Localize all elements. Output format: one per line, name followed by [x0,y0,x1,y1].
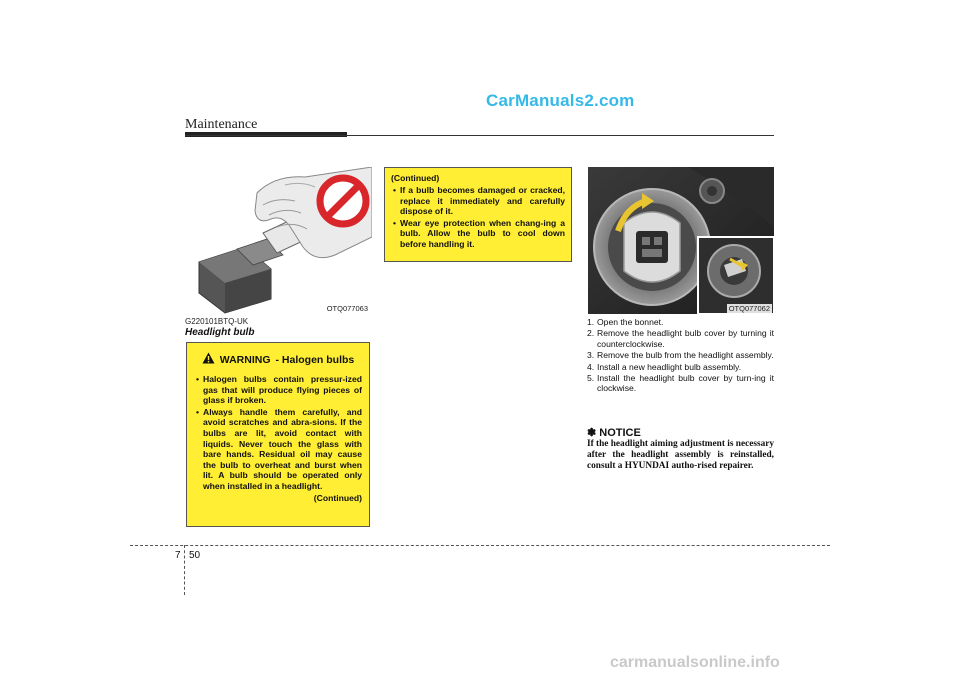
continued-heading: (Continued) [391,173,440,183]
step-number: 2. [587,328,595,339]
procedure-steps [587,317,774,395]
header-rule [185,135,774,136]
step-item [587,362,774,372]
footer-vertical-rule [184,545,185,595]
warning-bullet: • Halogen bulbs contain pressur-ized gas that will produce flying pieces of glass if broken. [194,374,362,406]
step-number: 3. [587,350,595,361]
step-text: Remove the headlight bulb cover by turning it counterclockwise. [597,328,774,349]
step-text: Open the bonnet. [597,317,664,327]
continued-bullets [391,185,565,250]
warning-bullets [194,374,362,492]
step-item [587,328,774,349]
step-number: 1. [587,317,595,327]
notice-asterisk-icon: ✽ [587,427,597,439]
step-item [587,317,774,327]
subheading-headlight-bulb: Headlight bulb [185,327,255,338]
warning-title [194,351,362,369]
headlight-assembly-photo [588,167,774,314]
step-item [587,373,774,394]
notice-title [587,426,641,439]
section-title: Maintenance [185,117,258,132]
continued-bullet: • If a bulb becomes damaged or cracked, replace it immediately and carefully dispose of it. [391,185,565,217]
warning-subtitle: - Halogen bulbs [275,354,355,366]
watermark-top: CarManuals2.com [486,91,635,110]
halogen-bulb-figure [185,167,372,315]
figure-code-right: OTQ077062 [728,304,770,313]
page-number: 50 [189,550,201,561]
step-item [587,350,774,360]
step-number: 4. [587,361,595,372]
step-text: Install a new headlight bulb assembly. [597,361,742,372]
warning-label: WARNING [219,354,271,366]
step-number: 5. [587,373,595,384]
hand-holding-bulb-illustration [185,167,372,315]
chapter-number: 7 [175,550,181,561]
step-text: Install the headlight bulb cover by turn-ing it clockwise. [597,373,774,394]
step-text: Remove the bulb from the headlight assembly. [597,350,774,361]
warning-triangle-icon [202,351,215,369]
headlight-assembly-figure [588,167,774,314]
warning-box [186,342,370,527]
warning-bullet: • Always handle them carefully, and avoid scratches and abra-sions. If the bulbs are lit, avoid contact with liquids. Never touch the glass with bare hands. Residual oil may cause the bulb to overheat and burst when lit. A bulb should be operated only when installed in a headlight. [194,407,362,492]
continued-bullet: • Wear eye protection when chang-ing a bulb. Allow the bulb to cool down before handling it. [391,218,565,250]
notice-label: NOTICE [599,427,641,439]
reference-code: G220101BTQ-UK [185,317,249,326]
watermark-bottom: carmanualsonline.info [610,654,780,671]
figure-code-left: OTQ077063 [326,304,368,313]
continued-warning-box [384,167,572,262]
warning-continued: (Continued) [313,492,362,503]
notice-body: If the headlight aiming adjustment is necessary after the headlight assembly is reinstalled, consult a HYUNDAI autho-rised repairer. [587,439,774,471]
footer-rule [130,545,830,546]
